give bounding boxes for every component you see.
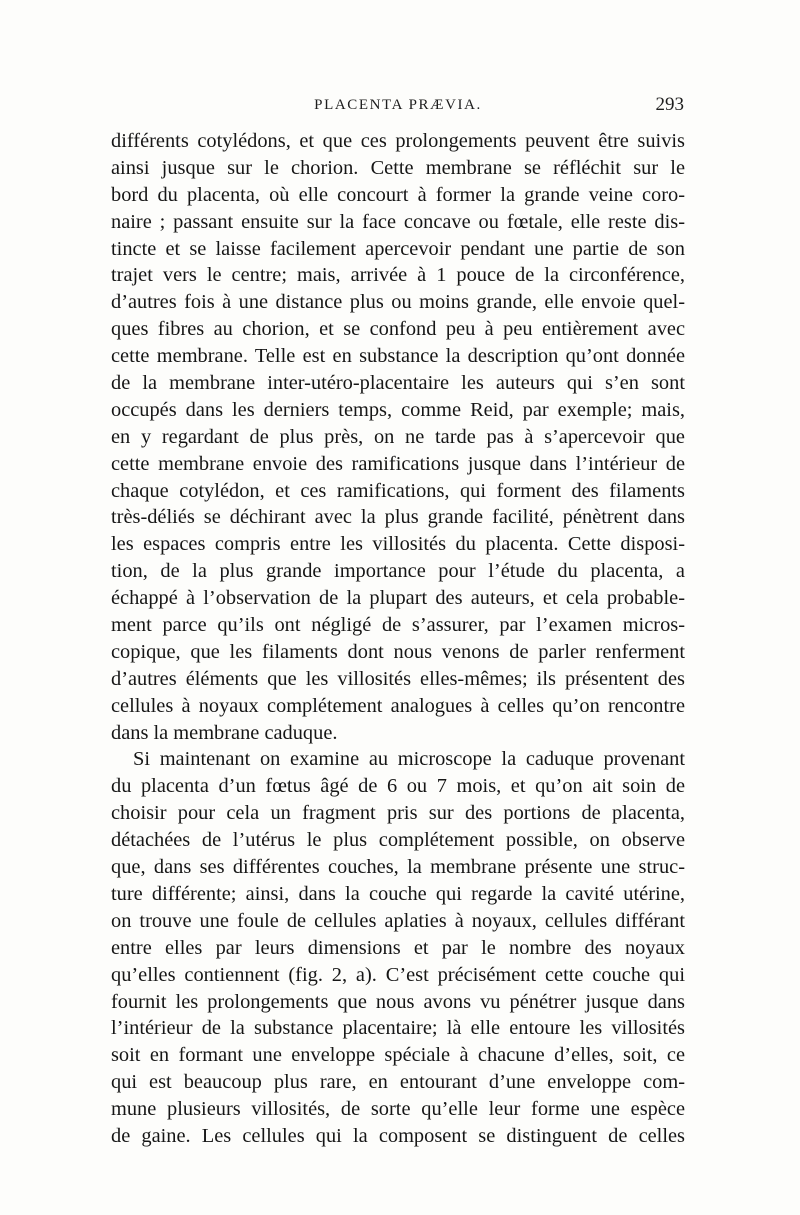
text-line: tincte et se laisse facilement apercevoir pendant une partie de son xyxy=(111,237,685,260)
text-line: cette membrane envoie des ramifications jusque dans l’intérieur de xyxy=(111,452,685,475)
text-line: très-déliés se déchirant avec la plus grande facilité, pénètrent dans xyxy=(111,506,685,529)
text-line: mune plusieurs villosités, de sorte qu’elle leur forme une espèce xyxy=(111,1098,685,1121)
text-line: bord du placenta, où elle concourt à former la grande veine coro- xyxy=(111,183,685,206)
text-line: de la membrane inter-utéro-placentaire les auteurs qui s’en sont xyxy=(111,372,685,395)
text-line: les espaces compris entre les villosités du placenta. Cette disposi- xyxy=(111,533,685,556)
text-line: en y regardant de plus près, on ne tarde pas à s’apercevoir que xyxy=(111,425,685,448)
text-line: d’autres éléments que les villosités elles-mêmes; ils présentent des xyxy=(111,667,685,690)
running-head xyxy=(112,94,684,121)
running-title: PLACENTA PRÆVIA. xyxy=(314,97,482,113)
text-line: soit en formant une enveloppe spéciale à chacune d’elles, soit, ce xyxy=(111,1044,685,1067)
text-line: naire ; passant ensuite sur la face concave ou fœtale, elle reste dis- xyxy=(111,210,685,233)
text-line: l’intérieur de la substance placentaire; là elle entoure les villosités xyxy=(111,1017,685,1040)
text-line: dans la membrane caduque. xyxy=(111,721,338,744)
text-line: ques fibres au chorion, et se confond peu à peu entièrement avec xyxy=(111,318,685,341)
body-text xyxy=(111,128,685,1150)
text-line: ture différente; ainsi, dans la couche qui regarde la cavité utérine, xyxy=(111,882,685,905)
text-line: trajet vers le centre; mais, arrivée à 1 pouce de la circonférence, xyxy=(111,264,685,287)
text-line: d’autres fois à une distance plus ou moins grande, elle envoie quel- xyxy=(111,291,685,314)
text-line: copique, que les filaments dont nous venons de parler renferment xyxy=(111,640,685,663)
text-line: de gaine. Les cellules qui la composent se distinguent de celles xyxy=(111,1124,685,1147)
text-line: que, dans ses différentes couches, la membrane présente une struc- xyxy=(111,856,685,879)
text-line: du placenta d’un fœtus âgé de 6 ou 7 mois, et qu’on ait soin de xyxy=(111,775,685,798)
text-line: qu’elles contiennent (fig. 2, a). C’est précisément cette couche qui xyxy=(111,963,685,986)
text-line: tion, de la plus grande importance pour l’étude du placenta, a xyxy=(111,560,685,583)
text-line: ainsi jusque sur le chorion. Cette membrane se réfléchit sur le xyxy=(111,156,685,179)
text-line: chaque cotylédon, et ces ramifications, qui forment des filaments xyxy=(111,479,685,502)
text-line: fournit les prolongements que nous avons vu pénétrer jusque dans xyxy=(111,990,685,1013)
page-number: 293 xyxy=(655,94,684,115)
text-line: qui est beaucoup plus rare, en entourant d’une enveloppe com- xyxy=(111,1071,685,1094)
text-line: cette membrane. Telle est en substance la description qu’ont donnée xyxy=(111,345,685,368)
text-line: choisir pour cela un fragment pris sur des portions de placenta, xyxy=(111,802,685,825)
text-line: entre elles par leurs dimensions et par le nombre des noyaux xyxy=(111,936,685,959)
text-line: ment parce qu’ils ont négligé de s’assurer, par l’examen micros- xyxy=(111,614,685,637)
text-line: différents cotylédons, et que ces prolongements peuvent être suivis xyxy=(111,130,685,152)
text-line: occupés dans les derniers temps, comme Reid, par exemple; mais, xyxy=(111,398,685,421)
text-line: on trouve une foule de cellules aplaties à noyaux, cellules différant xyxy=(111,909,685,932)
text-line: Si maintenant on examine au microscope la caduque provenant xyxy=(133,748,685,771)
text-line: échappé à l’observation de la plupart des auteurs, et cela probable- xyxy=(111,587,685,610)
text-line: détachées de l’utérus le plus complétement possible, on observe xyxy=(111,829,685,852)
text-line: cellules à noyaux complétement analogues à celles qu’on rencontre xyxy=(111,694,685,717)
